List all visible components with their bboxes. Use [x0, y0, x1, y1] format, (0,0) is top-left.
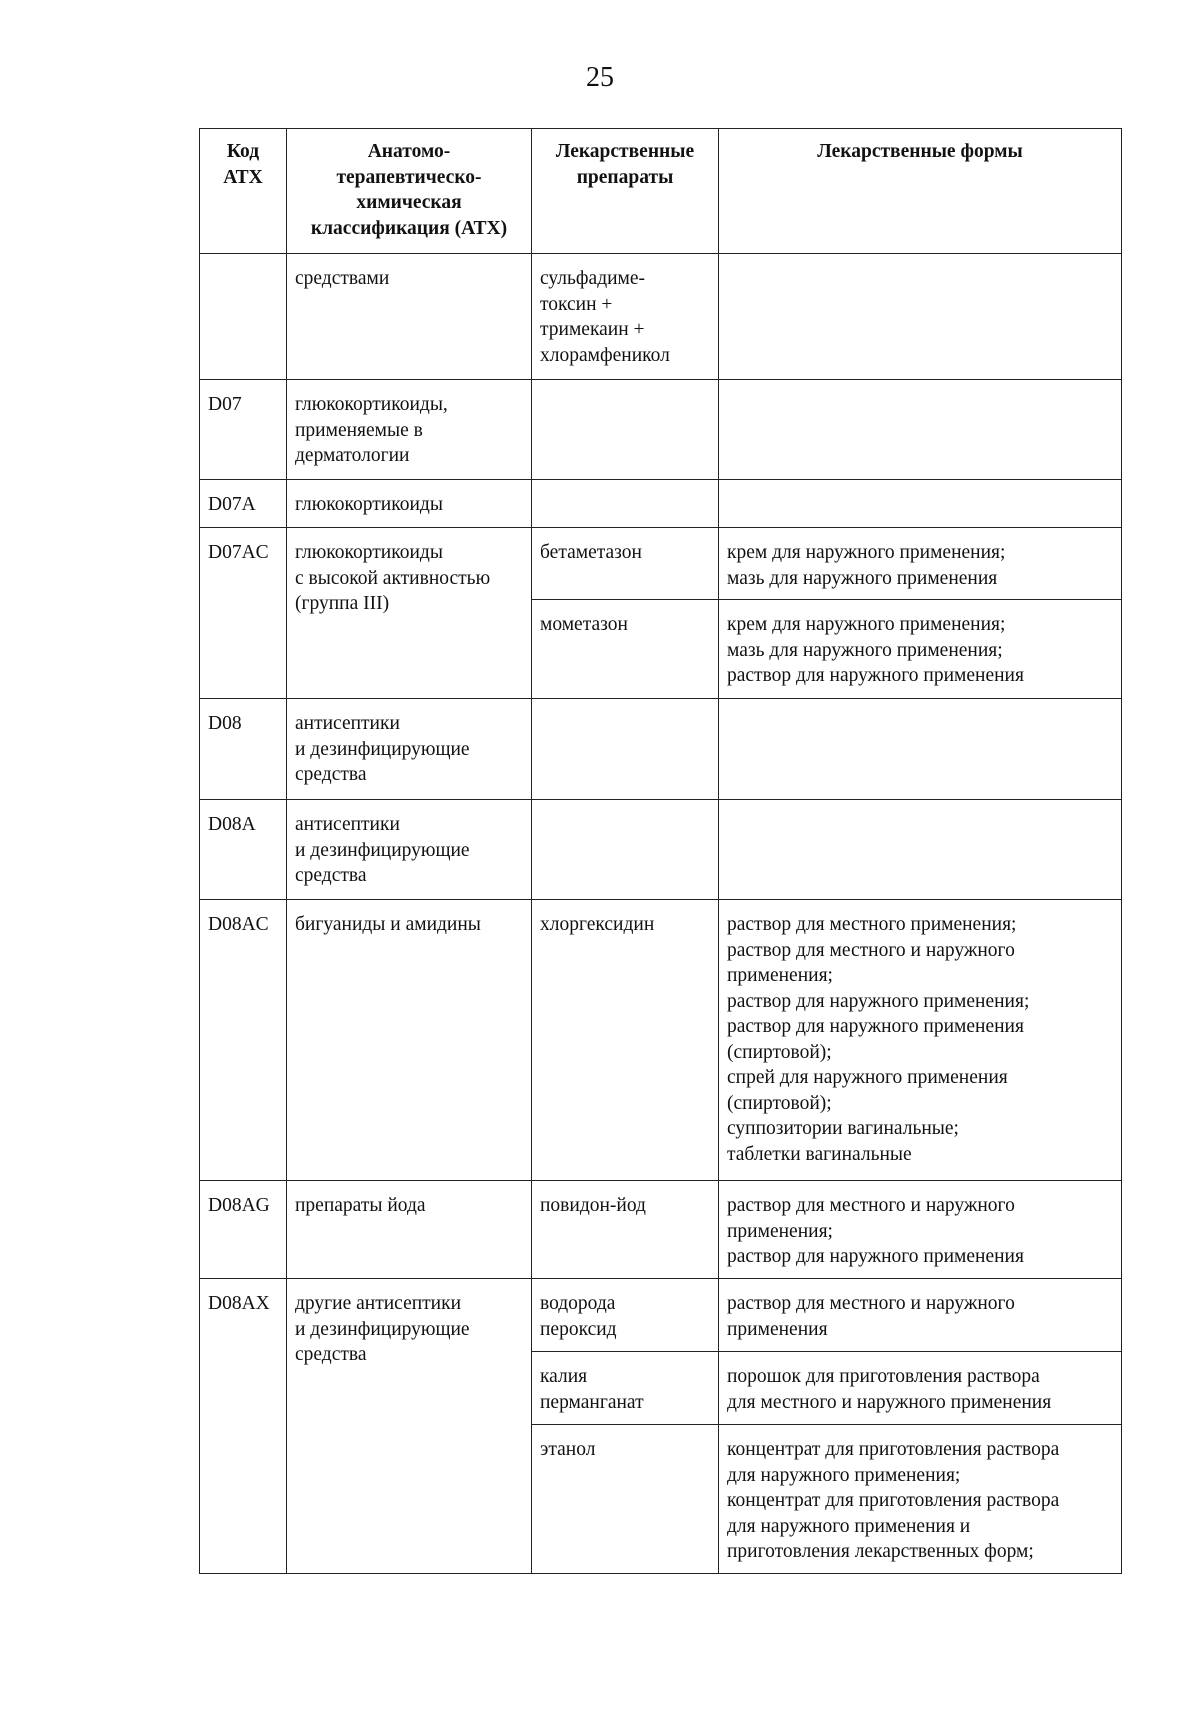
- forms-cell: [719, 380, 1122, 480]
- classification-cell: препараты йода: [287, 1181, 532, 1279]
- table-row: [200, 480, 1122, 528]
- table-row: [200, 254, 1122, 380]
- classification-cell: антисептики и дезинфицирующие средства: [287, 699, 532, 800]
- atc-code-cell: D07A: [200, 480, 287, 528]
- atc-code-cell: D08A: [200, 800, 287, 900]
- atc-code-cell: D08: [200, 699, 287, 800]
- forms-cell: [719, 254, 1122, 380]
- atc-code-cell: D07AC: [200, 528, 287, 699]
- forms-cell: раствор для местного и наружного применения: [719, 1279, 1122, 1352]
- table-row: [200, 800, 1122, 900]
- drug-cell: [532, 380, 719, 480]
- drug-cell: [532, 699, 719, 800]
- atc-code-cell: D08AG: [200, 1181, 287, 1279]
- drug-cell: сульфадиме- токсин + тримекаин + хлорамфеникол: [532, 254, 719, 380]
- drug-cell: повидон-йод: [532, 1181, 719, 1279]
- drug-cell: этанол: [532, 1425, 719, 1574]
- drug-cell: водорода пероксид: [532, 1279, 719, 1352]
- classification-cell: бигуаниды и амидины: [287, 900, 532, 1181]
- table-header: [200, 129, 1122, 254]
- atc-code-cell: D07: [200, 380, 287, 480]
- header-row: [200, 129, 1122, 254]
- page-number: 25: [586, 62, 614, 93]
- forms-cell: раствор для местного и наружного применения; раствор для наружного применения: [719, 1181, 1122, 1279]
- forms-cell: [719, 800, 1122, 900]
- forms-cell: крем для наружного применения; мазь для наружного применения: [719, 528, 1122, 600]
- header-classification: Анатомо- терапевтическо- химическая классификация (АТХ): [287, 129, 532, 254]
- drug-cell: хлоргексидин: [532, 900, 719, 1181]
- table-row: [200, 528, 1122, 600]
- forms-cell: порошок для приготовления раствора для местного и наружного применения: [719, 1352, 1122, 1425]
- atc-code-cell: D08AX: [200, 1279, 287, 1574]
- table-row: [200, 380, 1122, 480]
- forms-cell: [719, 699, 1122, 800]
- table-row: [200, 1181, 1122, 1279]
- atc-code-cell: [200, 254, 287, 380]
- atc-table: [199, 128, 1122, 1574]
- classification-cell: глюкокортикоиды, применяемые в дерматологии: [287, 380, 532, 480]
- atc-code-cell: D08AC: [200, 900, 287, 1181]
- forms-cell: [719, 480, 1122, 528]
- classification-cell: другие антисептики и дезинфицирующие средства: [287, 1279, 532, 1574]
- header-drugs: Лекарственные препараты: [532, 129, 719, 254]
- forms-cell: концентрат для приготовления раствора для наружного применения; концентрат для приготовления раствора для наружного применения и приготовления лекарственных форм;: [719, 1425, 1122, 1574]
- header-code: Код АТХ: [200, 129, 287, 254]
- header-forms: Лекарственные формы: [719, 129, 1122, 254]
- drug-cell: мометазон: [532, 600, 719, 699]
- classification-cell: глюкокортикоиды с высокой активностью (группа III): [287, 528, 532, 699]
- forms-cell: крем для наружного применения; мазь для наружного применения; раствор для наружного применения: [719, 600, 1122, 699]
- table-row: [200, 1279, 1122, 1352]
- classification-cell: средствами: [287, 254, 532, 380]
- drug-cell: калия перманганат: [532, 1352, 719, 1425]
- table-body: [200, 254, 1122, 1574]
- drug-cell: [532, 480, 719, 528]
- classification-cell: глюкокортикоиды: [287, 480, 532, 528]
- table-row: [200, 699, 1122, 800]
- drug-cell: [532, 800, 719, 900]
- forms-cell: раствор для местного применения; раствор для местного и наружного применения; раствор для наружного применения; раствор для наружного применения (спиртовой); спрей для наружного применения (спиртовой); суппозитории вагинальные; таблетки вагинальные: [719, 900, 1122, 1181]
- drug-cell: бетаметазон: [532, 528, 719, 600]
- classification-cell: антисептики и дезинфицирующие средства: [287, 800, 532, 900]
- table-row: [200, 900, 1122, 1181]
